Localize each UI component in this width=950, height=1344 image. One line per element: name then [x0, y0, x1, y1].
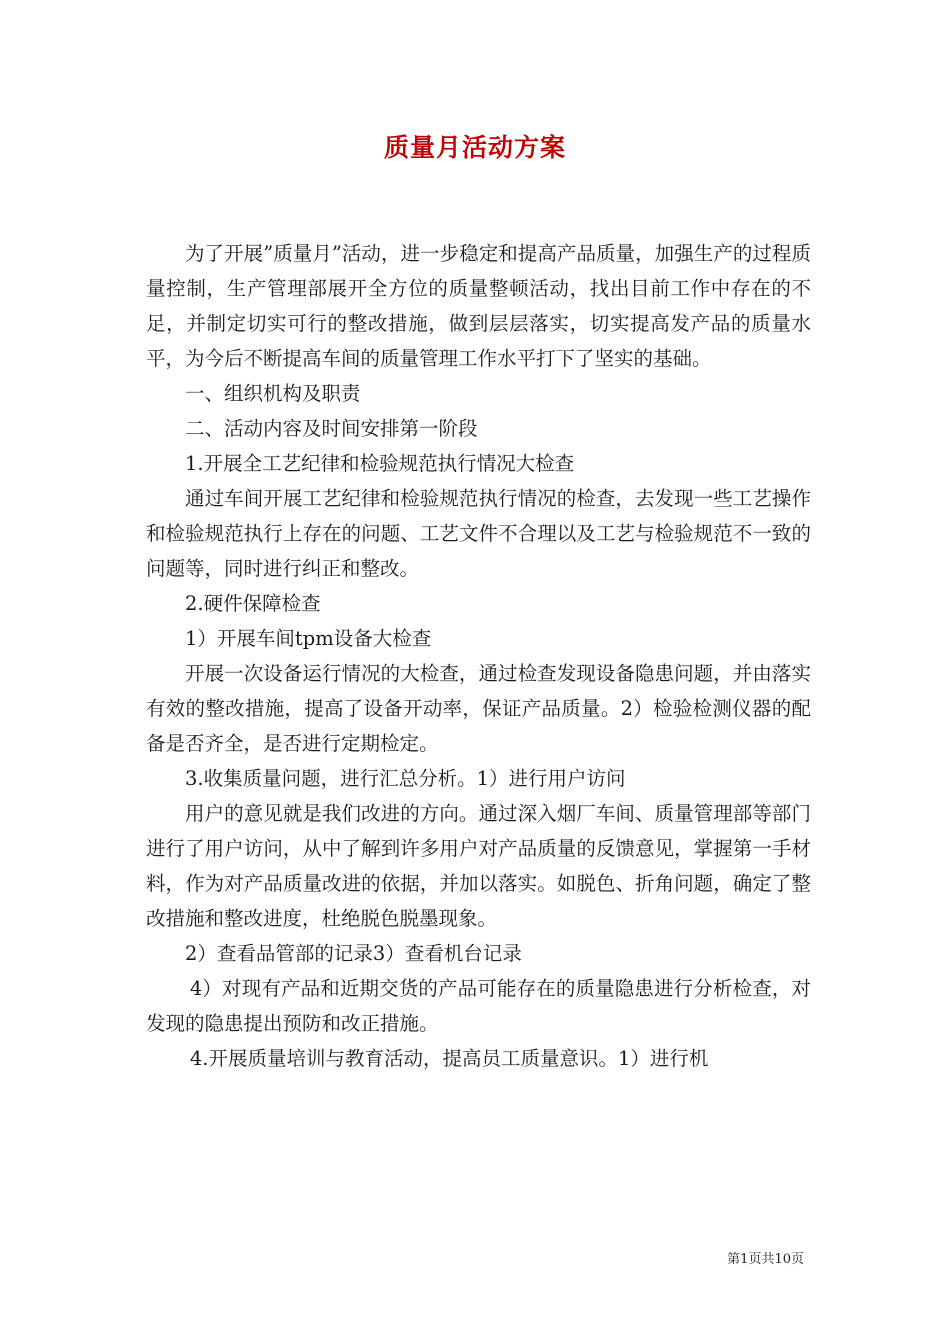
item-3-4-body: 4）对现有产品和近期交货的产品可能存在的质量隐患进行分析检查，对发现的隐患提出预防和改正措施。	[146, 977, 811, 1035]
item-3-2-3-line: 2）查看品管部的记录3）查看机台记录	[185, 942, 522, 965]
item-3-1-body: 用户的意见就是我们改进的方向。通过深入烟厂车间、质量管理部等部门进行了用户访问，从中了解到许多用户对产品质量的反馈意见，掌握第一手材料，作为对产品质量改进的依据，并加以落实。如脱色、折角问题，确定了整改措施和整改进度，杜绝脱色脱墨现象。	[146, 802, 811, 930]
item-3-heading: 3.收集质量问题，进行汇总分析。1）进行用户访问	[185, 767, 626, 790]
document-title: 质量月活动方案	[383, 133, 566, 162]
item-4-heading: 4.开展质量培训与教育活动，提高员工质量意识。1）进行机	[189, 1047, 709, 1070]
item-2-1-body: 开展一次设备运行情况的大检查，通过检查发现设备隐患问题，并由落实有效的整改措施，提高了设备开动率，保证产品质量。2）检验检测仪器的配备是否齐全，是否进行定期检定。	[146, 662, 811, 755]
heading-activity-content: 二、活动内容及时间安排第一阶段	[185, 417, 478, 440]
item-1-body: 通过车间开展工艺纪律和检验规范执行情况的检查，去发现一些工艺操作和检验规范执行上存在的问题、工艺文件不合理以及工艺与检验规范不一致的问题等，同时进行纠正和整改。	[146, 487, 811, 580]
heading-organization: 一、组织机构及职责	[185, 382, 361, 405]
document-body	[146, 236, 811, 1076]
item-1-heading: 1.开展全工艺纪律和检验规范执行情况大检查	[185, 452, 575, 475]
paragraph-intro: 为了开展”质量月”活动，进一步稳定和提高产品质量，加强生产的过程质量控制，生产管理部展开全方位的质量整顿活动，找出目前工作中存在的不足，并制定切实可行的整改措施，做到层层落实，切实提高发产品的质量水平，为今后不断提高车间的质量管理工作水平打下了坚实的基础。	[146, 242, 811, 370]
page-number-footer: 第1页共10页	[727, 1252, 804, 1267]
item-2-1-heading: 1）开展车间tpm设备大检查	[185, 627, 432, 650]
item-2-heading: 2.硬件保障检查	[185, 592, 321, 615]
